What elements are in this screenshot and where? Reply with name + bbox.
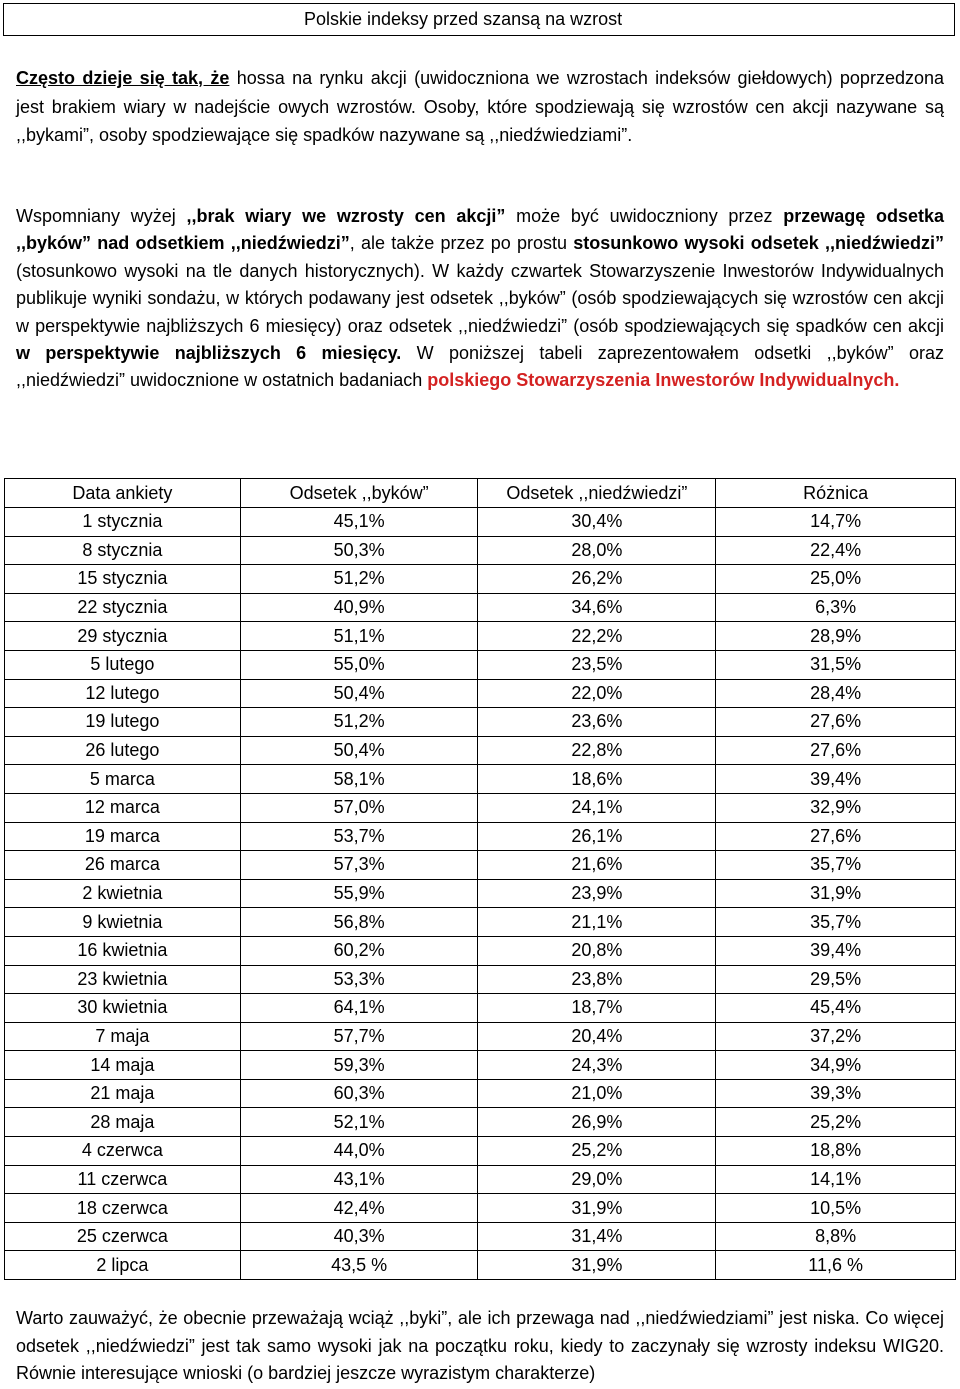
cell-date: 2 lipca — [5, 1251, 241, 1280]
cell-bears: 31,9% — [478, 1251, 716, 1280]
cell-difference: 34,9% — [716, 1051, 956, 1080]
table-row — [5, 593, 956, 622]
intro-text: hossa na rynku akcji (uwidoczniona we wzrostach indeksów giełdowych) poprzedzona jest brakiem wiary w nadejście owych wzrostów. Osoby, które spodziewają się wzrostów cen akcji nazywane są ,,bykami”, osoby spodziewające się spadków nazywane są ,,niedźwiedziami”. — [16, 68, 944, 145]
cell-difference: 25,2% — [716, 1108, 956, 1137]
cell-bears: 28,0% — [478, 536, 716, 565]
cell-date: 5 lutego — [5, 650, 241, 679]
cell-bulls: 60,3% — [240, 1079, 478, 1108]
table-row — [5, 679, 956, 708]
table-body — [5, 508, 956, 1280]
cell-difference: 22,4% — [716, 536, 956, 565]
cell-bears: 18,6% — [478, 765, 716, 794]
cell-bears: 25,2% — [478, 1137, 716, 1166]
table-row — [5, 793, 956, 822]
cell-bulls: 60,2% — [240, 936, 478, 965]
cell-date: 2 kwietnia — [5, 879, 241, 908]
header-bears: Odsetek ,,niedźwiedzi” — [478, 479, 716, 508]
cell-bulls: 53,7% — [240, 822, 478, 851]
cell-date: 4 czerwca — [5, 1137, 241, 1166]
cell-difference: 31,9% — [716, 879, 956, 908]
cell-bears: 23,9% — [478, 879, 716, 908]
bold-phrase: stosunkowo wysoki odsetek ,,niedźwiedzi” — [573, 233, 944, 254]
bold-phrase: w perspektywie najbliższych 6 miesięcy. — [16, 343, 402, 364]
cell-date: 29 stycznia — [5, 622, 241, 651]
explanation-paragraph — [16, 203, 944, 395]
table-row — [5, 650, 956, 679]
cell-bulls: 53,3% — [240, 965, 478, 994]
cell-date: 19 marca — [5, 822, 241, 851]
cell-difference: 14,1% — [716, 1165, 956, 1194]
table-row — [5, 565, 956, 594]
cell-bulls: 52,1% — [240, 1108, 478, 1137]
cell-date: 28 maja — [5, 1108, 241, 1137]
text-span: Wspomniany wyżej — [16, 206, 187, 226]
cell-date: 21 maja — [5, 1079, 241, 1108]
table-row — [5, 908, 956, 937]
cell-difference: 39,4% — [716, 936, 956, 965]
table-row — [5, 1137, 956, 1166]
cell-date: 25 czerwca — [5, 1222, 241, 1251]
table-header-row — [5, 479, 956, 508]
cell-bears: 21,6% — [478, 851, 716, 880]
cell-bulls: 51,2% — [240, 708, 478, 737]
cell-bears: 20,4% — [478, 1022, 716, 1051]
cell-difference: 28,9% — [716, 622, 956, 651]
cell-date: 1 stycznia — [5, 508, 241, 537]
table-row — [5, 508, 956, 537]
cell-bears: 21,1% — [478, 908, 716, 937]
cell-date: 26 marca — [5, 851, 241, 880]
cell-difference: 6,3% — [716, 593, 956, 622]
cell-date: 15 stycznia — [5, 565, 241, 594]
bold-phrase: przewagę odsetka ,,byków” nad odsetkiem ,,niedźwiedzi” — [16, 206, 945, 254]
cell-bears: 24,1% — [478, 793, 716, 822]
cell-date: 23 kwietnia — [5, 965, 241, 994]
cell-bears: 26,9% — [478, 1108, 716, 1137]
table-row — [5, 708, 956, 737]
table-row — [5, 765, 956, 794]
cell-date: 12 lutego — [5, 679, 241, 708]
cell-difference: 37,2% — [716, 1022, 956, 1051]
organization-name: polskiego Stowarzyszenia Inwestorów Indywidualnych. — [427, 370, 900, 391]
cell-difference: 39,3% — [716, 1079, 956, 1108]
table-row — [5, 851, 956, 880]
cell-bears: 23,6% — [478, 708, 716, 737]
cell-bears: 18,7% — [478, 994, 716, 1023]
cell-date: 9 kwietnia — [5, 908, 241, 937]
page-title — [3, 3, 955, 36]
cell-bears: 21,0% — [478, 1079, 716, 1108]
cell-date: 5 marca — [5, 765, 241, 794]
cell-difference: 25,0% — [716, 565, 956, 594]
table-row — [5, 994, 956, 1023]
table-row — [5, 1251, 956, 1280]
cell-date: 26 lutego — [5, 736, 241, 765]
closing-paragraph — [16, 1305, 944, 1388]
table-row — [5, 536, 956, 565]
cell-bulls: 51,1% — [240, 622, 478, 651]
cell-bears: 29,0% — [478, 1165, 716, 1194]
cell-bulls: 40,3% — [240, 1222, 478, 1251]
cell-difference: 45,4% — [716, 994, 956, 1023]
cell-difference: 27,6% — [716, 822, 956, 851]
cell-difference: 11,6 % — [716, 1251, 956, 1280]
cell-bulls: 57,7% — [240, 1022, 478, 1051]
cell-date: 19 lutego — [5, 708, 241, 737]
text-span: (stosunkowo wysoki na tle danych historycznych). W każdy czwartek Stowarzyszenie Inwestorów Indywidualnych publikuje wyniki sondażu, w których podawany jest odsetek ,,byków” (osób spodziewających się wzrostów cen akcji w perspektywie najbliższych 6 miesięcy) oraz odsetek ,,niedźwiedzi” (osób spodziewających się spadków cen akcji — [16, 260, 944, 336]
cell-bears: 26,1% — [478, 822, 716, 851]
table-row — [5, 965, 956, 994]
bold-phrase: ,,brak wiary we wzrosty cen akcji” — [186, 206, 506, 226]
cell-date: 22 stycznia — [5, 593, 241, 622]
cell-difference: 27,6% — [716, 708, 956, 737]
table-row — [5, 736, 956, 765]
header-difference: Różnica — [716, 479, 956, 508]
header-bulls: Odsetek ,,byków” — [240, 479, 478, 508]
cell-bears: 26,2% — [478, 565, 716, 594]
text-span: W poniższej tabeli zaprezentowałem odsetki ,,byków” oraz ,,niedźwiedzi” uwidocznione w ostatnich badaniach — [16, 343, 944, 391]
cell-bears: 34,6% — [478, 593, 716, 622]
cell-bulls: 44,0% — [240, 1137, 478, 1166]
cell-bulls: 58,1% — [240, 765, 478, 794]
cell-bulls: 59,3% — [240, 1051, 478, 1080]
sentiment-table — [4, 478, 956, 1280]
table-row — [5, 622, 956, 651]
cell-bears: 30,4% — [478, 508, 716, 537]
cell-difference: 14,7% — [716, 508, 956, 537]
cell-difference: 32,9% — [716, 793, 956, 822]
cell-bulls: 42,4% — [240, 1194, 478, 1223]
cell-bulls: 45,1% — [240, 508, 478, 537]
cell-difference: 28,4% — [716, 679, 956, 708]
cell-date: 7 maja — [5, 1022, 241, 1051]
cell-date: 12 marca — [5, 793, 241, 822]
cell-bears: 23,5% — [478, 650, 716, 679]
table-row — [5, 1022, 956, 1051]
cell-bears: 22,0% — [478, 679, 716, 708]
closing-text: Warto zauważyć, że obecnie przeważają wciąż ,,byki”, ale ich przewaga nad ,,niedźwiedziami” jest niska. Co więcej odsetek ,,niedźwiedzi” jest tak samo wysoki jak na początku roku, kiedy to zaczynały się wzrosty indeksu WIG20. Równie interesujące wnioski (o bardziej jeszcze wyrazistym charakterze) — [16, 1308, 944, 1383]
cell-bears: 22,2% — [478, 622, 716, 651]
cell-bulls: 64,1% — [240, 994, 478, 1023]
cell-bulls: 40,9% — [240, 593, 478, 622]
cell-bears: 23,8% — [478, 965, 716, 994]
table-row — [5, 936, 956, 965]
table-row — [5, 879, 956, 908]
cell-bulls: 43,1% — [240, 1165, 478, 1194]
cell-bears: 22,8% — [478, 736, 716, 765]
intro-paragraph — [16, 64, 944, 150]
text-span: , ale także przez po prostu — [349, 233, 574, 254]
cell-date: 11 czerwca — [5, 1165, 241, 1194]
table-row — [5, 1108, 956, 1137]
cell-bulls: 55,9% — [240, 879, 478, 908]
cell-date: 30 kwietnia — [5, 994, 241, 1023]
table-row — [5, 1222, 956, 1251]
cell-difference: 18,8% — [716, 1137, 956, 1166]
header-date: Data ankiety — [5, 479, 241, 508]
cell-bulls: 50,4% — [240, 736, 478, 765]
cell-bears: 31,9% — [478, 1194, 716, 1223]
cell-bulls: 43,5 % — [240, 1251, 478, 1280]
cell-difference: 35,7% — [716, 908, 956, 937]
cell-bears: 24,3% — [478, 1051, 716, 1080]
page-title-text: Polskie indeksy przed szansą na wzrost — [304, 9, 623, 29]
cell-difference: 10,5% — [716, 1194, 956, 1223]
table-row — [5, 1079, 956, 1108]
cell-date: 16 kwietnia — [5, 936, 241, 965]
cell-date: 14 maja — [5, 1051, 241, 1080]
cell-bears: 20,8% — [478, 936, 716, 965]
intro-lead: Często dzieje się tak, że — [16, 68, 230, 88]
cell-difference: 27,6% — [716, 736, 956, 765]
cell-bulls: 57,3% — [240, 851, 478, 880]
table-row — [5, 1194, 956, 1223]
cell-difference: 31,5% — [716, 650, 956, 679]
cell-bears: 31,4% — [478, 1222, 716, 1251]
cell-difference: 39,4% — [716, 765, 956, 794]
cell-date: 18 czerwca — [5, 1194, 241, 1223]
cell-bulls: 51,2% — [240, 565, 478, 594]
cell-bulls: 56,8% — [240, 908, 478, 937]
text-span: może być uwidoczniony przez — [505, 206, 784, 226]
table-row — [5, 822, 956, 851]
table-row — [5, 1165, 956, 1194]
cell-bulls: 50,3% — [240, 536, 478, 565]
cell-difference: 29,5% — [716, 965, 956, 994]
cell-difference: 35,7% — [716, 851, 956, 880]
cell-bulls: 55,0% — [240, 650, 478, 679]
cell-bulls: 50,4% — [240, 679, 478, 708]
cell-bulls: 57,0% — [240, 793, 478, 822]
cell-difference: 8,8% — [716, 1222, 956, 1251]
table-row — [5, 1051, 956, 1080]
cell-date: 8 stycznia — [5, 536, 241, 565]
